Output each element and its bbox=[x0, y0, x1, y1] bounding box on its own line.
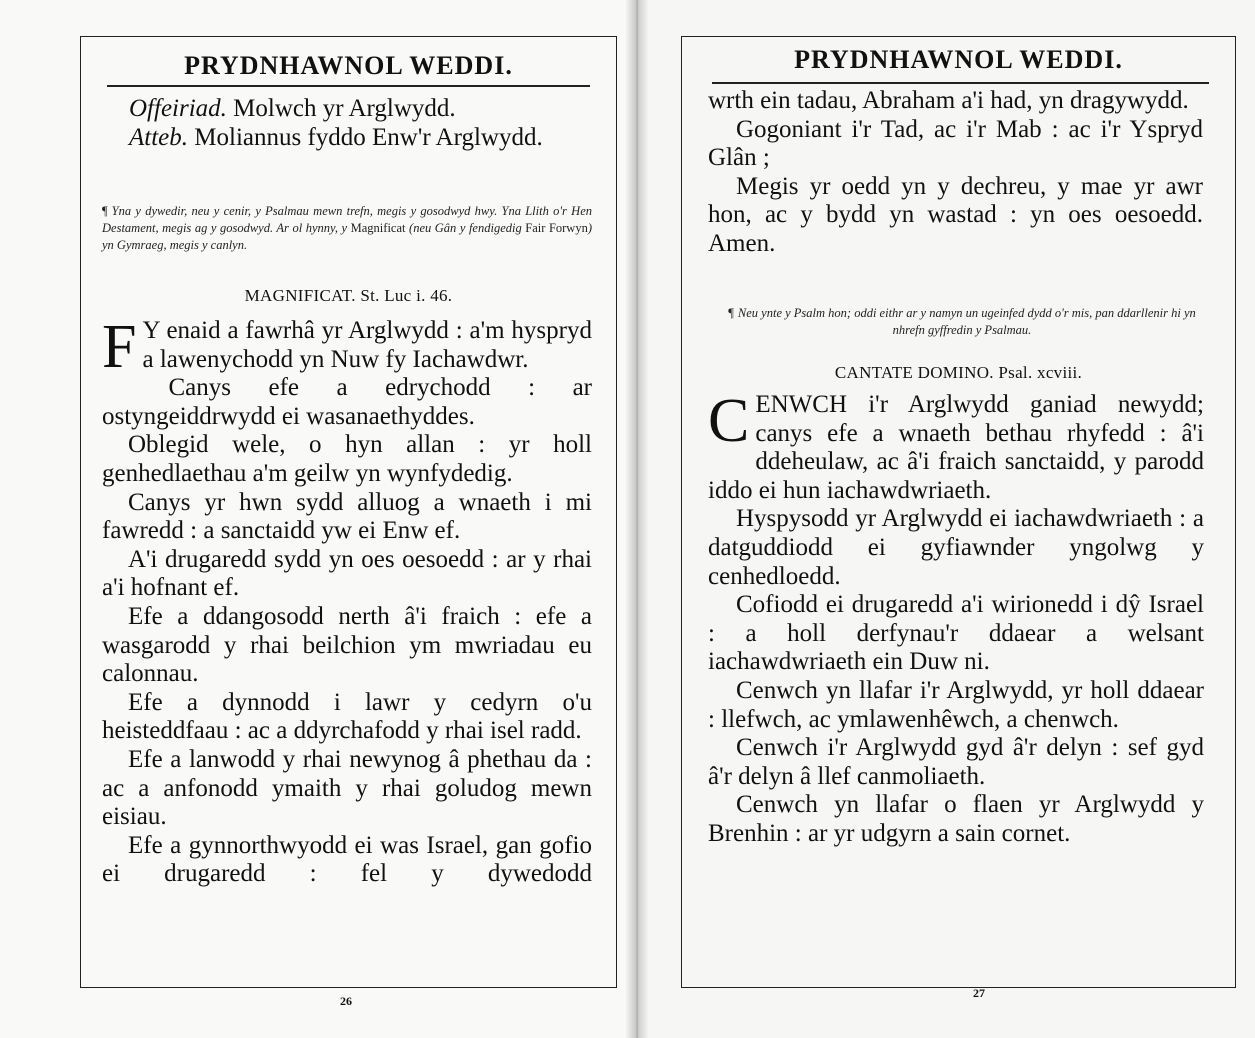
rubric-text: Yna y dywedir, neu y cenir, y Psalmau mewn trefn, megis y gosodwyd hwy. Yna Llith o'r Hen Destament, megis ag y gosodwyd. Ar ol hynny, y bbox=[102, 204, 592, 235]
verse: Cenwch yn llafar o flaen yr Arglwydd y Brenhin : ar yr udgyrn a sain cornet. bbox=[708, 791, 1204, 847]
right-verses-top bbox=[708, 87, 1203, 259]
versicle-2 bbox=[102, 124, 591, 153]
drop-cap: C bbox=[708, 387, 750, 455]
right-subheading: CANTATE DOMINO. Psal. xcviii. bbox=[834, 363, 1083, 382]
verse: Efe a gynnorthwyodd ei was Israel, gan gofio ei drugaredd : fel y dywedodd bbox=[102, 831, 592, 888]
versicle-1 bbox=[129, 95, 591, 124]
verse: Cofiodd ei drugaredd a'i wirionedd i dŷ Israel : a holl derfynau'r ddaear a welsant iachawdwriaeth ein Duw ni. bbox=[708, 591, 1204, 676]
rubric-text: ) yn Gymraeg, megis y canlyn. bbox=[102, 221, 593, 252]
left-rubric bbox=[102, 203, 592, 254]
pilcrow-mark: ¶ bbox=[102, 204, 108, 218]
verse: Megis yr oedd yn y dechreu, y mae yr awr hon, ac y bydd yn wastad : yn oes oesoedd. Amen. bbox=[708, 172, 1203, 257]
verse: Canys efe a edrychodd : ar ostyngeiddrwydd ei wasanaethyddes. bbox=[102, 374, 592, 430]
heading-rule bbox=[107, 85, 590, 87]
rubric-text: Neu ynte y Psalm hon; oddi eithr ar y namyn un ugeinfed dydd o'r mis, pan ddarllenir hi yn nhrefn gyffredin y Psalmau. bbox=[737, 306, 1196, 337]
versicle-text: Molwch yr Arglwydd. bbox=[233, 95, 456, 122]
left-page-frame bbox=[80, 36, 617, 988]
verse-1 bbox=[102, 313, 592, 381]
verse: Canys yr hwn sydd alluog a wnaeth i mi fawredd : a sanctaidd yw ei Enw ef. bbox=[102, 488, 592, 545]
book-gutter bbox=[626, 0, 648, 1038]
verse: Cenwch yn llafar i'r Arglwydd, yr holl ddaear : llefwch, ac ymlawenhêwch, a chenwch. bbox=[708, 676, 1204, 733]
right-rubric bbox=[722, 305, 1202, 339]
left-verses bbox=[102, 313, 592, 889]
right-verses bbox=[708, 387, 1204, 849]
rubric-text: (neu Gân y fendigedig bbox=[409, 221, 522, 235]
right-page-number: 27 bbox=[973, 986, 985, 1000]
pilcrow-mark: ¶ bbox=[728, 306, 734, 320]
verse-text: Y enaid a fawrhâ yr Arglwydd : a'm hyspryd a lawenychodd yn Nuw fy Iachawdwr. bbox=[142, 317, 592, 373]
verse: Hyspysodd yr Arglwydd ei iachawdwriaeth : a datguddiodd ei gyfiawnder yngolwg y cenhedloedd. bbox=[708, 505, 1204, 590]
verse: Oblegid wele, o hyn allan : yr holl genhedlaethau a'm geilw yn wynfydedig. bbox=[102, 431, 592, 487]
verse: Efe a lanwodd y rhai newynog â phethau da : ac a anfonodd ymaith y rhai goludog mewn eisiau. bbox=[102, 745, 592, 831]
verse: A'i drugaredd sydd yn oes oesoedd : ar y rhai a'i hofnant ef. bbox=[102, 545, 592, 602]
verse-1 bbox=[708, 387, 1204, 505]
verse: wrth ein tadau, Abraham a'i had, yn dragywydd. bbox=[708, 87, 1189, 114]
left-subheading: MAGNIFICAT. St. Luc i. 46. bbox=[244, 286, 453, 305]
versicle-lead: Atteb. bbox=[129, 124, 189, 151]
rubric-word: Magnificat bbox=[350, 221, 406, 235]
verse: Efe a dynnodd i lawr y cedyrn o'u heisteddfaau : ac a ddyrchafodd y rhai isel radd. bbox=[102, 688, 592, 745]
left-page-number: 26 bbox=[340, 994, 352, 1008]
left-page-heading: PRYDNHAWNOL WEDDI. bbox=[184, 51, 513, 80]
versicle-text: Moliannus fyddo Enw'r Arglwydd. bbox=[194, 124, 543, 151]
right-page-frame bbox=[681, 36, 1236, 988]
versicle-lead: Offeiriad. bbox=[129, 95, 227, 122]
heading-rule bbox=[712, 82, 1209, 84]
rubric-word: Fair Forwyn bbox=[525, 221, 588, 235]
verse: Gogoniant i'r Tad, ac i'r Mab : ac i'r Yspryd Glân ; bbox=[708, 115, 1203, 172]
drop-cap: F bbox=[102, 313, 137, 381]
verse: Cenwch i'r Arglwydd gyd â'r delyn : sef gyd â'r delyn â llef canmoliaeth. bbox=[708, 734, 1204, 790]
verse: Efe a ddangosodd nerth â'i fraich : efe a wasgarodd y rhai beilchion ym mwriadau eu calonnau. bbox=[102, 602, 592, 688]
right-page-heading: PRYDNHAWNOL WEDDI. bbox=[794, 45, 1123, 74]
verse-text: ENWCH i'r Arglwydd ganiad newydd; canys efe a wnaeth bethau rhyfedd : â'i ddeheulaw, ac â'i fraich sanctaidd, y parodd iddo ei hun iachawdwriaeth. bbox=[708, 391, 1204, 504]
